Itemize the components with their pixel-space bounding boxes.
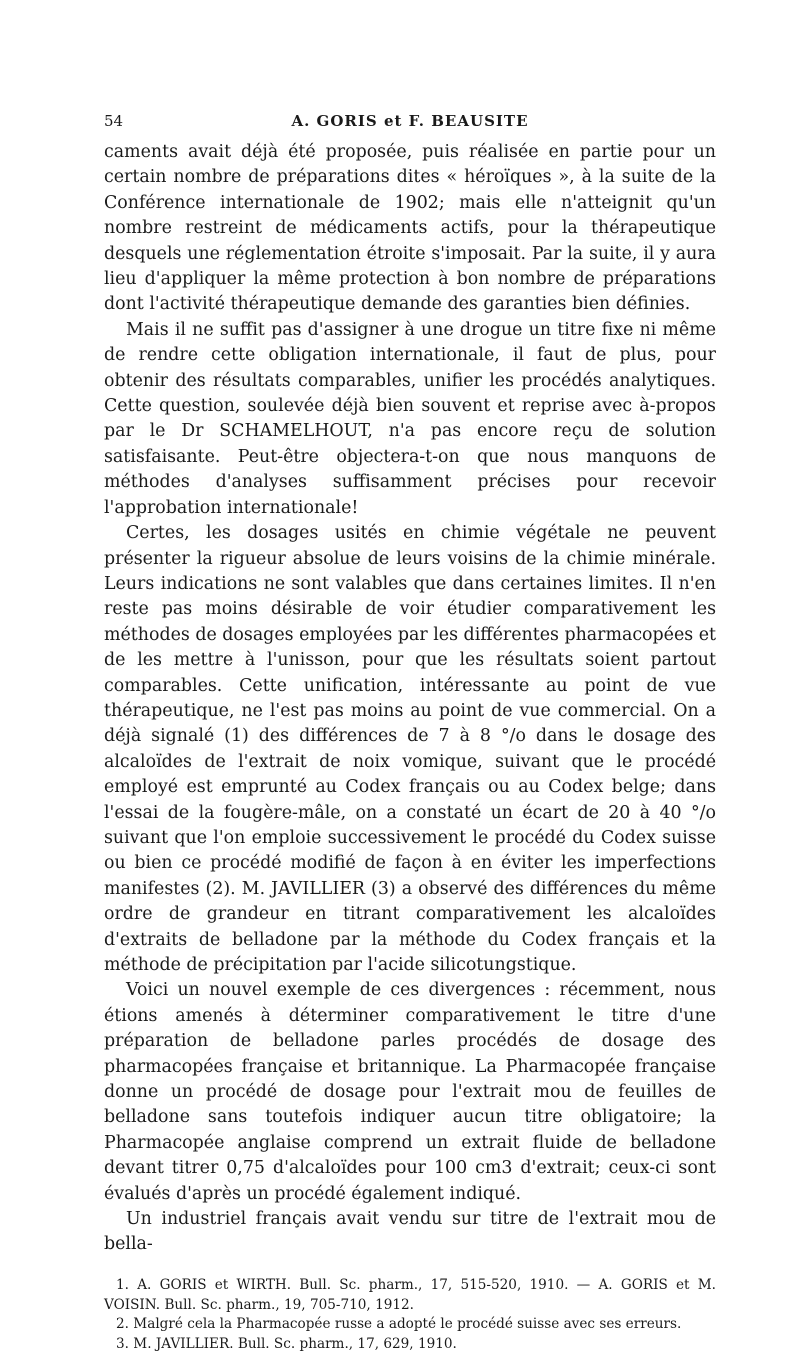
book-page (104, 112, 716, 1355)
paragraph-1: caments avait déjà été proposée, puis réalisée en partie pour un certain nombre de préparations dites « héroïques », à la suite de la Conférence internationale de 1902; mais elle n'atteignit qu'un nombre restreint de médicaments actifs, pour la thérapeutique desquels une réglementation étroite s'imposait. Par la suite, il y aura lieu d'appliquer la même protection à bon nombre de préparations dont l'activité thérapeutique demande des garanties bien définies. (104, 142, 716, 315)
page-number: 54 (104, 112, 124, 130)
paragraph-2: Mais il ne suffit pas d'assigner à une drogue un titre fixe ni même de rendre cette obligation internationale, il faut de plus, pour obtenir des résultats comparables, unifier les procédés analytiques. Cette question, soulevée déjà bien souvent et reprise avec à-propos par le Dr SCHAMELHOUT, n'a pas encore reçu de solution satisfaisante. Peut-être objectera-t-on que nous manquons de méthodes d'analyses suffisamment précises pour recevoir l'approbation internationale! (104, 319, 716, 518)
paragraph-4: Voici un nouvel exemple de ces divergences : récemment, nous étions amenés à déterminer comparativement le titre d'une préparation de belladone parles procédés de dosage des pharmacopées française et britannique. La Pharmacopée française donne un procédé de dosage pour l'extrait mou de feuilles de belladone sans toutefois indiquer aucun titre obligatoire; la Pharmacopée anglaise comprend un extrait fluide de belladone devant titrer 0,75 d'alcaloïdes pour 100 cm3 d'extrait; ceux-ci sont évalués d'après un procédé également indiqué. (104, 980, 716, 1204)
body-text (104, 140, 716, 1258)
footnote-1: 1. A. GORIS et WIRTH. Bull. Sc. pharm., 17, 515-520, 1910. — A. GORIS et M. VOISIN. Bull. Sc. pharm., 19, 705-710, 1912. (104, 1276, 716, 1313)
paragraph-3: Certes, les dosages usités en chimie végétale ne peuvent présenter la rigueur absolue de leurs voisins de la chimie minérale. Leurs indications ne sont valables que dans certaines limites. Il n'en reste pas moins désirable de voir étudier comparativement les méthodes de dosages employées par les différentes pharmacopées et de les mettre à l'unisson, pour que les résultats soient partout comparables. Cette unification, intéressante au point de vue thérapeutique, ne l'est pas moins au point de vue commercial. On a déjà signalé (1) des différences de 7 à 8 °/o dans le dosage des alcaloïdes de l'extrait de noix vomique, suivant que le procédé employé est emprunté au Codex français ou au Codex belge; dans l'essai de la fougère-mâle, on a constaté un écart de 20 à 40 °/o suivant que l'on emploie successivement le procédé du Codex suisse ou bien ce procédé modifié de façon à en éviter les imperfections manifestes (2). M. JAVILLIER (3) a observé des différences du même ordre de grandeur en titrant comparativement les alcaloïdes d'extraits de belladone par la méthode du Codex français et la méthode de précipitation par l'acide silicotungstique. (104, 523, 716, 975)
paragraph-5: Un industriel français avait vendu sur titre de l'extrait mou de bella- (104, 1209, 716, 1255)
footnotes (104, 1276, 716, 1355)
page-header (104, 112, 716, 138)
running-head: A. GORIS et F. BEAUSITE (291, 112, 529, 130)
footnote-2: 2. Malgré cela la Pharmacopée russe a adopté le procédé suisse avec ses erreurs. (116, 1316, 682, 1333)
footnote-3: 3. M. JAVILLIER. Bull. Sc. pharm., 17, 629, 1910. (116, 1336, 457, 1353)
